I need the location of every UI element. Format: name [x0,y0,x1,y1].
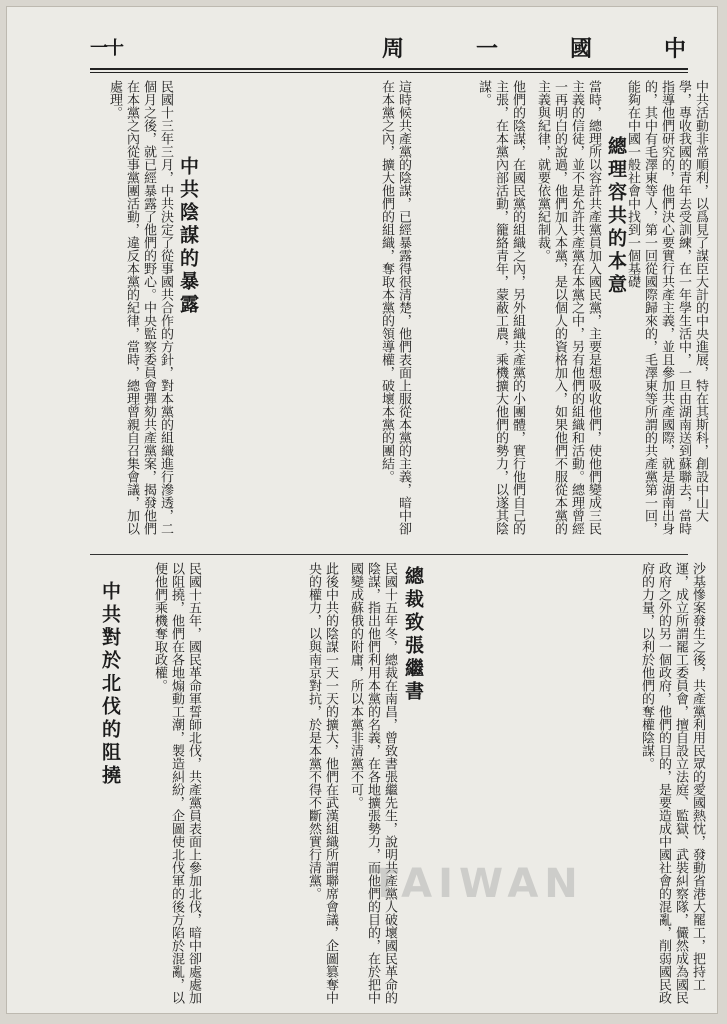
page-number: 一十 [90,38,122,59]
title-char: 國 [569,35,594,62]
document-page [6,6,718,1014]
article-zongli-rongong [416,80,602,536]
paragraph: 此後中共的陰謀一天一天的擴大，他們在武漢組織所謂聯席會議，企圖篡奪中央的權力，以與南京對抗，於是本黨不得不斷然實行清黨。 [306,562,338,1004]
paragraph: 這時候共產黨的陰謀，已經暴露得很清楚，他們表面上服從本黨的主義，暗中卻在本黨之內，擴大他們的組織，奪取本黨的領導權，破壞本黨的團結。 [379,80,411,535]
article-beifa-body [126,562,202,1010]
heading-beifa-zunao: 中共對於北伐的阻撓 [99,581,121,788]
article-zongli-rongong-continued [206,80,412,536]
paragraph: 民國十五年冬，總裁在南昌，曾致書張繼先生，說明共產黨人破壞國民革命的陰謀，指出他們利用本黨的名義，在各地擴張勢力，而他們的目的，在於把中國變成蘇俄的附庸，所以本黨非清黨不可。 [348,562,397,1004]
heading-zongli-rongong: 總理容共的本意 [605,136,627,297]
title-char: 一 [475,35,500,62]
header-rule-thin [90,72,688,73]
page-header [90,30,688,64]
paragraph: 沙基慘案發生之後，共產黨利用民眾的愛國熱忱，發動省港大罷工，把持工運，成立所謂罷工委員會，擅自設立法庭、監獄、武裝糾察隊，儼然成為國民政府之外的另一個政府，他們的目的，是要造成中國社會的混亂，削弱國民政府的力量，以利於他們的奪權陰謀。 [639,562,705,1004]
publication-title [382,32,688,63]
article-zhonggong-yinmou [90,80,174,536]
article-zongcai-zhangji [206,562,398,1010]
watermark: TAIWAN [371,861,584,907]
title-char: 周 [381,35,406,62]
header-rule [90,68,688,70]
paragraph: 他們的陰謀，在國民黨的組織之內，另外組織共產黨的小團體，實行他們自己的主張，在本黨內部活動，籠絡青年，蒙蔽工農，乘機擴大他們的勢力，以遂其陰謀。 [476,80,525,535]
section-divider [90,554,688,555]
article-continuation-bottom [526,562,706,1010]
heading-zhonggong-yinmou: 中共陰謀的暴露 [177,156,199,317]
article-continuation-top [625,80,709,536]
title-char: 中 [663,35,688,62]
paragraph: 民國十三年三月，中共決定了從事國共合作的方針，對本黨的組織進行滲透，二個月之後，就已經暴露了他們的野心。中央監察委員會彈劾共產黨案，揭發他們在本黨之內從事黨團活動，違反本黨的紀律，當時，總理曾親自召集會議，加以處理。 [107,80,173,535]
heading-zongcai-zhangji: 總裁致張繼書 [402,566,424,704]
paragraph: 中共活動非常順利，以爲見了謀臣大計的中央進展，特在其斯科，創設中山大學，專收我國的青年去受訓練，在一年學生活中，一旦由湖南送到蘇聯去，當時指導他們研究的，他們決心要實行共產主義，並且參加共產國際，就是湖南出身的，其中有毛澤東等人，第一回從國際歸來的，毛澤東等所謂的共產黨第一回，能夠在中國一般社會中找到一個基礎 [625,80,708,535]
paragraph: 民國十五年，國民革命軍誓師北伐，共產黨員表面上參加北伐，暗中卻處處加以阻撓，他們在各地煽動工潮，製造糾紛，企圖使北伐軍的後方陷於混亂，以便他們乘機奪取政權。 [152,562,201,1004]
paragraph: 當時，總理所以容許共產黨員加入國民黨，主要是想吸收他們，使他們變成三民主義的信徒，並不是允許共產黨在本黨之中，另有他們的組織和活動。總理曾經一再明白的說過，他們加入本黨，是以個人的資格加入，如果他們不服從本黨的主義與紀律，就要依黨紀制裁。 [535,80,601,535]
